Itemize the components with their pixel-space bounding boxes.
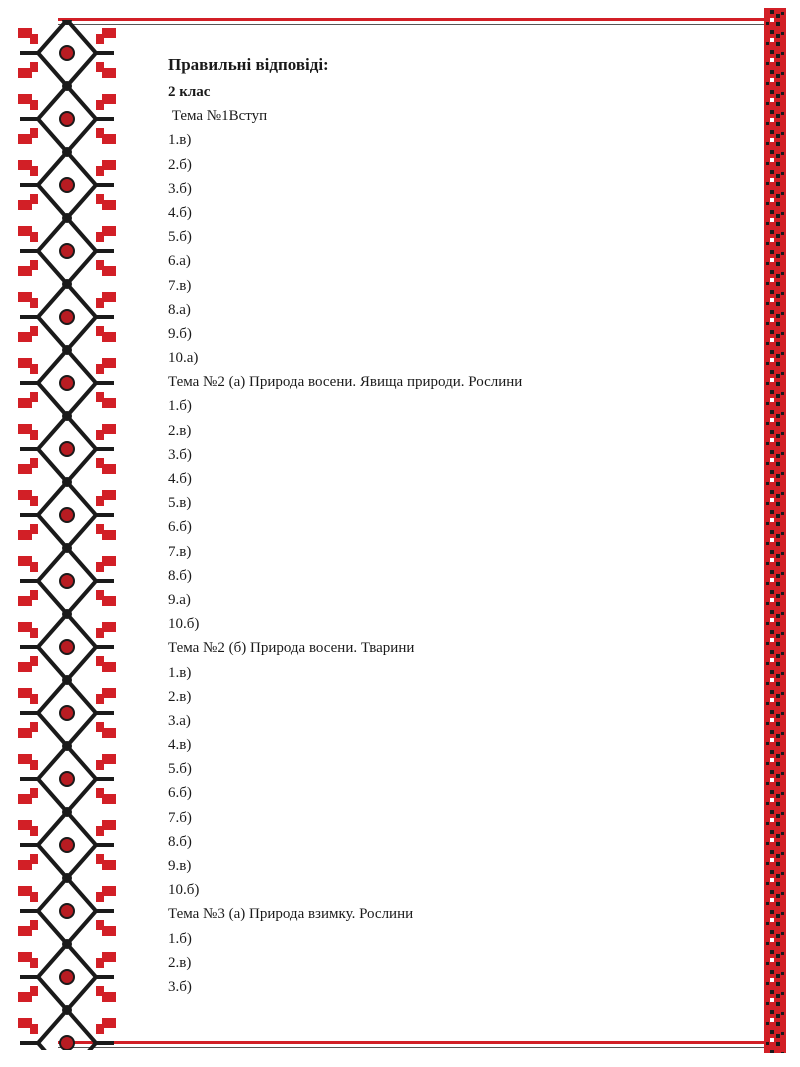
answer-line: 4.б): [168, 204, 192, 221]
answer-line: 7.в): [168, 277, 192, 294]
topic-heading: Тема №3 (а) Природа взимку. Рослини: [168, 906, 414, 923]
grade-heading: 2 клас: [168, 84, 211, 100]
answer-line: 10.а): [168, 350, 199, 367]
topic-heading: Тема №2 (а) Природа восени. Явища природи. Рослини: [168, 374, 523, 391]
answer-line: 3.б): [168, 978, 192, 995]
frame-bottom-thin-line: [58, 1047, 766, 1048]
frame-bottom-line: [58, 1041, 766, 1044]
embroidery-right-border: [764, 8, 786, 1053]
answer-line: 9.в): [168, 858, 192, 874]
answer-line: 1.б): [168, 398, 192, 415]
answer-line: 1.в): [168, 132, 192, 149]
answer-line: 3.б): [168, 180, 192, 197]
answer-line: 10.б): [168, 616, 200, 633]
topic-heading: Тема №2 (б) Природа восени. Тварини: [168, 640, 415, 657]
answer-line: 9.а): [168, 591, 191, 608]
answer-line: 2.б): [168, 156, 192, 173]
answer-line: 7.б): [168, 809, 192, 826]
answer-line: 4.в): [168, 737, 192, 754]
frame-top-line: [58, 18, 766, 21]
answer-line: 7.в): [168, 543, 192, 560]
answer-line: 10.б): [168, 882, 200, 899]
answer-line: 6.а): [168, 253, 191, 270]
answer-list: [168, 104, 748, 999]
answer-line: 4.б): [168, 471, 192, 487]
answer-line: 8.б): [168, 567, 192, 584]
answer-line: 8.б): [168, 833, 192, 850]
answer-line: 5.б): [168, 761, 192, 778]
answer-line: 9.б): [168, 325, 192, 342]
answer-line: 5.б): [168, 229, 192, 246]
answer-key-content: [168, 52, 748, 999]
answer-line: 3.а): [168, 712, 191, 729]
embroidery-left-border: [8, 20, 126, 1050]
answer-line: 1.б): [168, 930, 192, 947]
answer-line: 5.в): [168, 495, 192, 512]
answer-line: 1.в): [168, 664, 192, 681]
answer-line: 2.в): [168, 688, 192, 705]
answer-line: 2.в): [168, 422, 192, 439]
answer-line: 3.б): [168, 446, 192, 463]
answer-line: 8.а): [168, 301, 191, 318]
answer-line: 6.б): [168, 785, 192, 802]
frame-top-thin-line: [58, 24, 766, 25]
document-title: Правильні відповіді:: [168, 55, 329, 74]
answer-line: 2.в): [168, 954, 192, 971]
topic-heading: Тема №1Вступ: [168, 108, 268, 125]
answer-line: 6.б): [168, 519, 192, 536]
